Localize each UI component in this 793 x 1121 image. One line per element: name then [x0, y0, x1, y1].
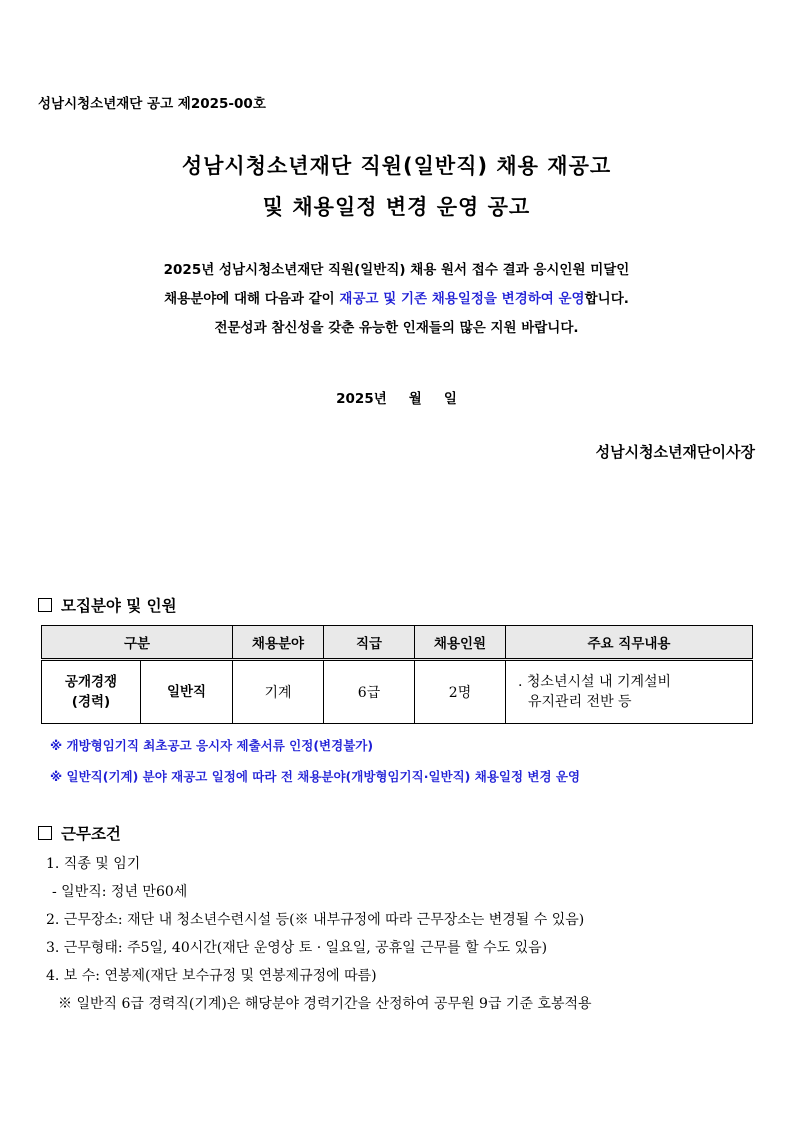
intro-highlight: 재공고 및 기존 채용일정을 변경하여 운영: [339, 291, 585, 307]
section-conditions-title: 근무조건: [61, 825, 121, 843]
notice-number: 성남시청소년재단 공고 제2025-00호: [38, 96, 266, 112]
checkbox-square-icon: [38, 598, 52, 612]
condition-item: 1. 직종 및 임기: [46, 856, 141, 872]
table-row: [42, 660, 753, 724]
cell-type-main: 공개경쟁: [64, 674, 118, 690]
checkbox-square-icon: [38, 826, 52, 840]
condition-item: 3. 근무형태: 주5일, 40시간(재단 운영상 토 · 일요일, 공휴일 근무를 할 수도 있음): [46, 940, 548, 956]
cell-category: 일반직: [141, 660, 233, 724]
condition-item: - 일반직: 정년 만60세: [52, 884, 188, 900]
date-year: 2025년: [336, 391, 387, 407]
cell-type-sub: (경력): [71, 694, 111, 710]
section-recruitment-heading: [38, 594, 177, 616]
date-day: 일: [443, 391, 457, 407]
intro-line2-suffix: 합니다.: [584, 291, 629, 307]
condition-item: 2. 근무장소: 재단 내 청소년수련시설 등(※ 내부규정에 따라 근무장소는 변경될 수 있음): [46, 912, 585, 928]
header-grade: 직급: [324, 626, 415, 660]
table-header-row: [42, 626, 753, 660]
condition-item: 4. 보 수: 연봉제(재단 보수규정 및 연봉제규정에 따름): [46, 968, 377, 984]
cell-duty: [506, 660, 753, 724]
section-recruitment-title: 모집분야 및 인원: [61, 597, 177, 615]
intro-paragraph: [0, 256, 793, 343]
note-documents: ※ 개방형임기직 최초공고 응시자 제출서류 인정(변경불가): [50, 738, 374, 753]
intro-line2-prefix: 채용분야에 대해 다음과 같이: [164, 291, 340, 307]
duty-line1: . 청소년시설 내 기계설비: [518, 674, 672, 690]
cell-count: 2명: [415, 660, 506, 724]
intro-line3: 전문성과 참신성을 갖춘 유능한 인재들의 많은 지원 바랍니다.: [214, 320, 579, 336]
date-month: 월: [408, 391, 422, 407]
header-count: 채용인원: [415, 626, 506, 660]
page-title-line1: 성남시청소년재단 직원(일반직) 채용 재공고: [181, 154, 612, 178]
notice-date: [0, 387, 793, 407]
header-field: 채용분야: [233, 626, 324, 660]
cell-grade: 6급: [324, 660, 415, 724]
recruitment-table: [41, 625, 753, 724]
header-division: 구분: [42, 626, 233, 660]
signer: 성남시청소년재단이사장: [595, 443, 755, 461]
note-schedule: ※ 일반직(기계) 분야 재공고 일정에 따라 전 채용분야(개방형임기직·일반직) 채용일정 변경 운영: [50, 769, 581, 784]
section-conditions-heading: [38, 822, 121, 844]
intro-line2: [0, 285, 793, 314]
page-title-line2: 및 채용일정 변경 운영 공고: [262, 195, 531, 219]
intro-line1: 2025년 성남시청소년재단 직원(일반직) 채용 원서 접수 결과 응시인원 미달인: [163, 262, 630, 278]
header-duty: 주요 직무내용: [506, 626, 753, 660]
cell-field: 기계: [233, 660, 324, 724]
cell-type: [42, 660, 141, 724]
condition-note: ※ 일반직 6급 경력직(기계)은 해당분야 경력기간을 산정하여 공무원 9급 기준 호봉적용: [58, 996, 592, 1012]
duty-line2: 유지관리 전반 등: [528, 694, 632, 710]
